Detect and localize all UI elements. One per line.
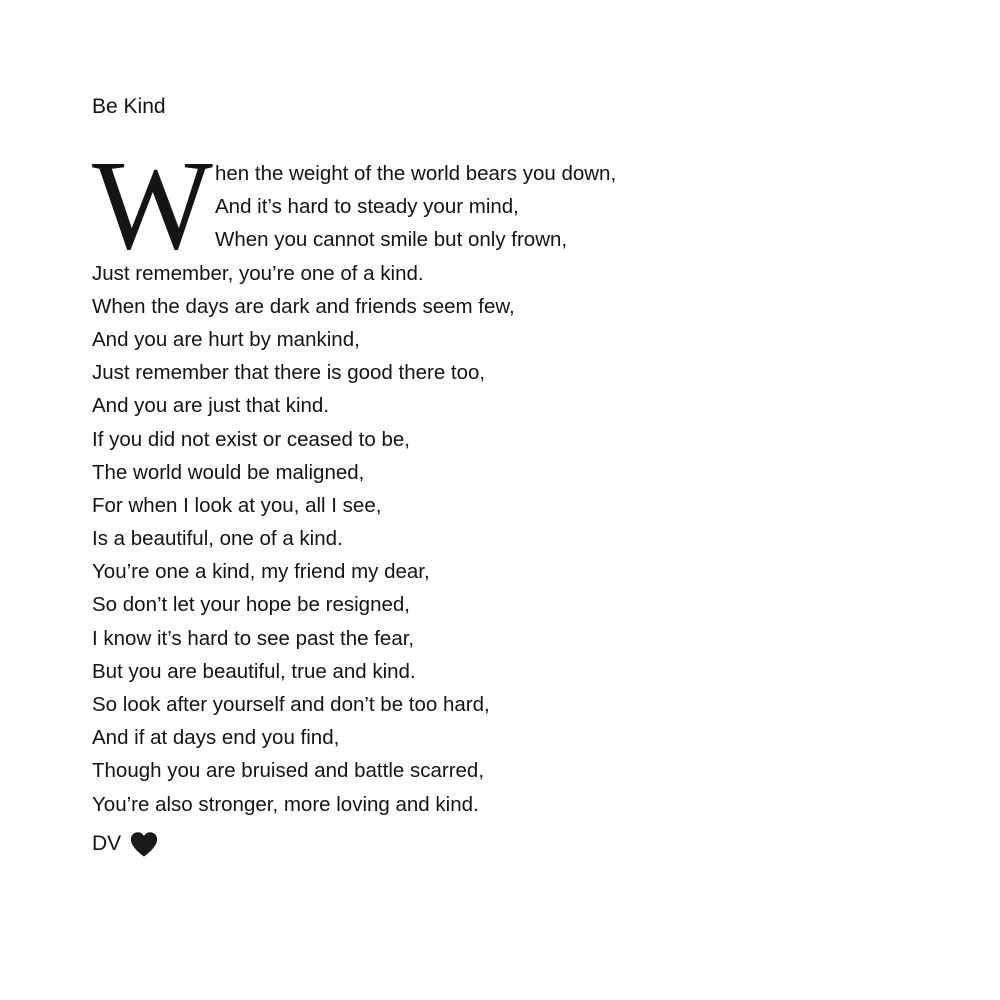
poem-line: And it’s hard to steady your mind, bbox=[215, 195, 519, 219]
poem-line: When you cannot smile but only frown, bbox=[215, 228, 568, 252]
poem-line: Just remember that there is good there too, bbox=[92, 361, 486, 385]
poem-line: And you are hurt by mankind, bbox=[92, 327, 360, 351]
poem-line: For when I look at you, all I see, bbox=[92, 493, 382, 517]
poem-line: You’re one a kind, my friend my dear, bbox=[92, 560, 430, 584]
poem-line: hen the weight of the world bears you down, bbox=[215, 162, 617, 185]
black-heart-icon bbox=[129, 830, 159, 858]
poem-line: But you are beautiful, true and kind. bbox=[92, 659, 416, 683]
poem-title: Be Kind bbox=[92, 95, 166, 118]
poem-line: Is a beautiful, one of a kind. bbox=[92, 527, 343, 551]
poem-line: If you did not exist or ceased to be, bbox=[92, 427, 410, 451]
poem-line: So look after yourself and don’t be too hard, bbox=[92, 693, 490, 716]
poem-line: Just remember, you’re one of a kind. bbox=[92, 261, 424, 285]
poem-line: When the days are dark and friends seem few, bbox=[92, 294, 515, 318]
poem-line: And if at days end you find, bbox=[92, 726, 340, 750]
drop-cap: W bbox=[92, 134, 213, 276]
poem-line: And you are just that kind. bbox=[92, 394, 330, 418]
poem-body bbox=[92, 157, 892, 821]
poem-line: I know it’s hard to see past the fear, bbox=[92, 626, 415, 650]
signature bbox=[92, 829, 159, 859]
poem-line: The world would be maligned, bbox=[92, 460, 365, 484]
poem-line: Though you are bruised and battle scarred, bbox=[92, 759, 485, 783]
poem-line: So don’t let your hope be resigned, bbox=[92, 593, 410, 617]
signature-text: DV bbox=[92, 832, 122, 855]
poem-line: You’re also stronger, more loving and kind. bbox=[92, 792, 479, 816]
